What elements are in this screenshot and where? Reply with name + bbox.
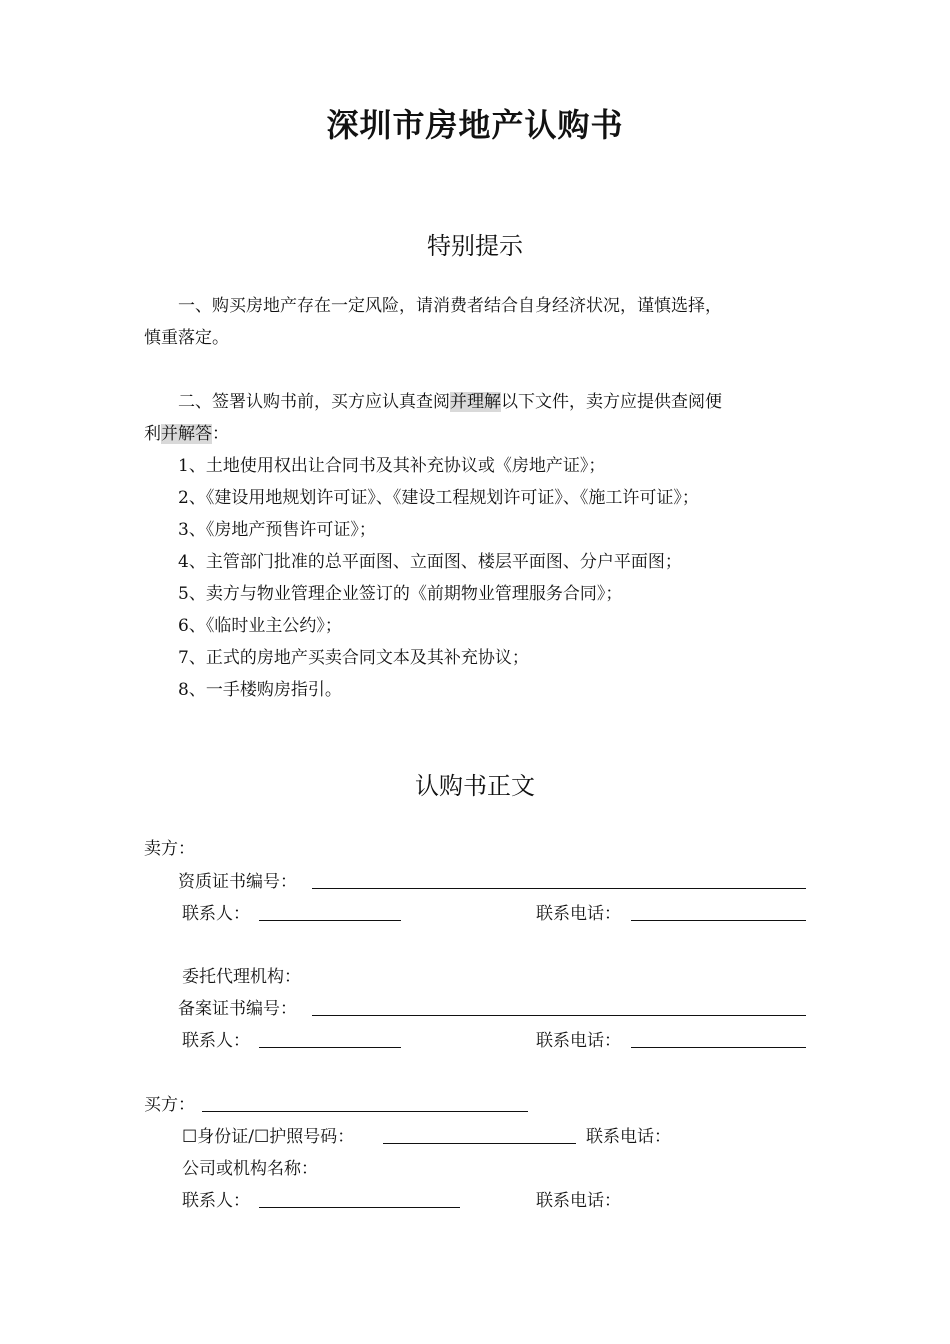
buyer-name-field[interactable] — [202, 1093, 528, 1112]
notice-para2-line1 — [178, 386, 722, 418]
list-item: 4、主管部门批准的总平面图、立面图、楼层平面图、分户平面图； — [178, 552, 682, 572]
buyer-company-label: 公司或机构名称： — [182, 1159, 318, 1179]
buyer-label: 买方： — [144, 1095, 195, 1115]
buyer-phone-label-2: 联系电话： — [536, 1191, 621, 1211]
notice-para1-line1: 一、购买房地产存在一定风险，请消费者结合自身经济状况，谨慎选择， — [178, 296, 722, 316]
agent-phone-field[interactable] — [631, 1029, 806, 1048]
seller-phone-field[interactable] — [631, 902, 806, 921]
notice-para2-text-c: 利 — [144, 424, 161, 444]
notice-para2-highlight-1: 并理解 — [450, 392, 501, 412]
list-item: 5、卖方与物业管理企业签订的《前期物业管理服务合同》； — [178, 584, 623, 604]
agent-record-no-label: 备案证书编号： — [178, 999, 297, 1019]
document-title: 深圳市房地产认购书 — [326, 106, 624, 144]
list-item: 8、一手楼购房指引。 — [178, 680, 342, 700]
buyer-id-label: ☐身份证/☐护照号码： — [182, 1127, 355, 1147]
list-item: 3、《房地产预售许可证》； — [178, 520, 376, 540]
notice-para1-line2: 慎重落定。 — [144, 328, 229, 348]
list-item: 7、正式的房地产买卖合同文本及其补充协议； — [178, 648, 529, 668]
list-item: 6、《临时业主公约》； — [178, 616, 342, 636]
body-heading: 认购书正文 — [415, 772, 535, 800]
seller-phone-label: 联系电话： — [536, 904, 621, 924]
agent-phone-label: 联系电话： — [536, 1031, 621, 1051]
list-item: 2、《建设用地规划许可证》、《建设工程规划许可证》、《施工许可证》； — [178, 488, 699, 508]
notice-para2-line2 — [144, 418, 229, 450]
notice-para2-highlight-2: 并解答 — [161, 424, 212, 444]
buyer-contact-label: 联系人： — [182, 1191, 250, 1211]
notice-para2-text-a: 二、签署认购书前，买方应认真查阅 — [178, 392, 450, 412]
seller-cert-no-field[interactable] — [312, 870, 806, 889]
buyer-id-field[interactable] — [383, 1125, 576, 1144]
agent-contact-field[interactable] — [259, 1029, 401, 1048]
notice-heading: 特别提示 — [427, 232, 523, 260]
seller-label: 卖方： — [144, 839, 195, 859]
seller-contact-field[interactable] — [259, 902, 401, 921]
seller-contact-label: 联系人： — [182, 904, 250, 924]
buyer-contact-field[interactable] — [259, 1189, 460, 1208]
notice-para2-text-b: 以下文件，卖方应提供查阅便 — [501, 392, 722, 412]
buyer-phone-label: 联系电话： — [586, 1127, 671, 1147]
agent-label: 委托代理机构： — [182, 967, 301, 987]
agent-record-no-field[interactable] — [312, 997, 806, 1016]
agent-contact-label: 联系人： — [182, 1031, 250, 1051]
seller-cert-no-label: 资质证书编号： — [178, 872, 297, 892]
notice-para2-text-d: ： — [212, 424, 229, 444]
list-item: 1、土地使用权出让合同书及其补充协议或《房地产证》； — [178, 456, 606, 476]
